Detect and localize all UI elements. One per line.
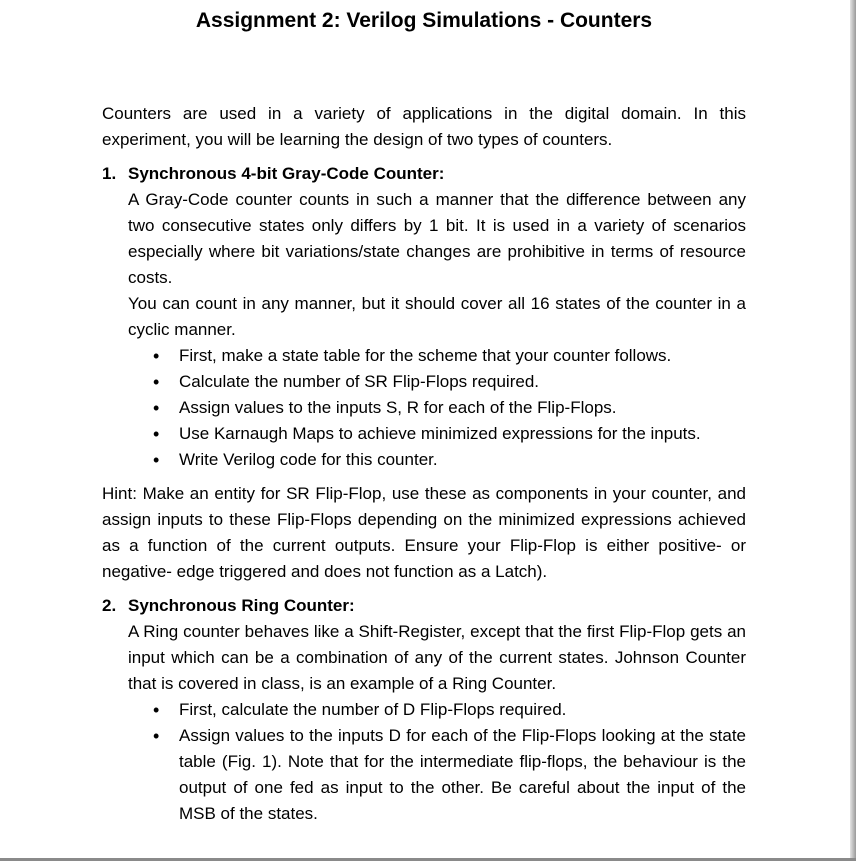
- section-number: 1.: [102, 164, 117, 183]
- section-body: [128, 619, 746, 827]
- bullet-list: [128, 697, 746, 827]
- section-body: [128, 187, 746, 473]
- bullet-item: • Use Karnaugh Maps to achieve minimized expressions for the inputs.: [179, 421, 746, 447]
- bullet-item: • Assign values to the inputs S, R for each of the Flip-Flops.: [179, 395, 746, 421]
- bullet-item: • First, make a state table for the scheme that your counter follows.: [179, 343, 746, 369]
- bullet-item: • Calculate the number of SR Flip-Flops required.: [179, 369, 746, 395]
- section-paragraph: You can count in any manner, but it should cover all 16 states of the counter in a cyclic manner.: [128, 294, 746, 339]
- section-gray-code-counter: [102, 161, 746, 473]
- intro-paragraph: Counters are used in a variety of applications in the digital domain. In this experiment, you will be learning the design of two types of counters.: [102, 104, 746, 149]
- bullet-list: [128, 343, 746, 473]
- section-title: Synchronous 4-bit Gray-Code Counter:: [128, 164, 445, 183]
- bullet-item: • Assign values to the inputs D for each of the Flip-Flops looking at the state table (Fig. 1). Note that for the intermediate flip-flops, the behaviour is the output of one fed as input to the other. Be careful about the input of the MSB of the states.: [179, 723, 746, 827]
- page-title: Assignment 2: Verilog Simulations - Counters: [195, 9, 653, 32]
- section-paragraph: A Ring counter behaves like a Shift-Register, except that the first Flip-Flop gets an input which can be a combination of any of the current states. Johnson Counter that is covered in class, is an example of a Ring Counter.: [128, 622, 746, 693]
- section-heading: [102, 161, 746, 187]
- bullet-item: • Write Verilog code for this counter.: [179, 447, 746, 473]
- section-ring-counter: [102, 593, 746, 827]
- section-paragraph: A Gray-Code counter counts in such a manner that the difference between any two consecutive states only differs by 1 bit. It is used in a variety of scenarios especially where bit variations/state changes are prohibitive in terms of resource costs.: [128, 190, 746, 287]
- section-title: Synchronous Ring Counter:: [128, 596, 355, 615]
- bullet-item: • First, calculate the number of D Flip-Flops required.: [179, 697, 746, 723]
- section-number: 2.: [102, 596, 117, 615]
- hint-paragraph: Hint: Make an entity for SR Flip-Flop, use these as components in your counter, and assign inputs to these Flip-Flops depending on the minimized expressions achieved as a function of the current outputs. Ensure your Flip-Flop is either positive- or negative- edge triggered and does not function as a Latch).: [102, 484, 746, 581]
- document-body: [102, 101, 746, 827]
- section-heading: [102, 593, 746, 619]
- page-edge-shadow: [850, 0, 856, 861]
